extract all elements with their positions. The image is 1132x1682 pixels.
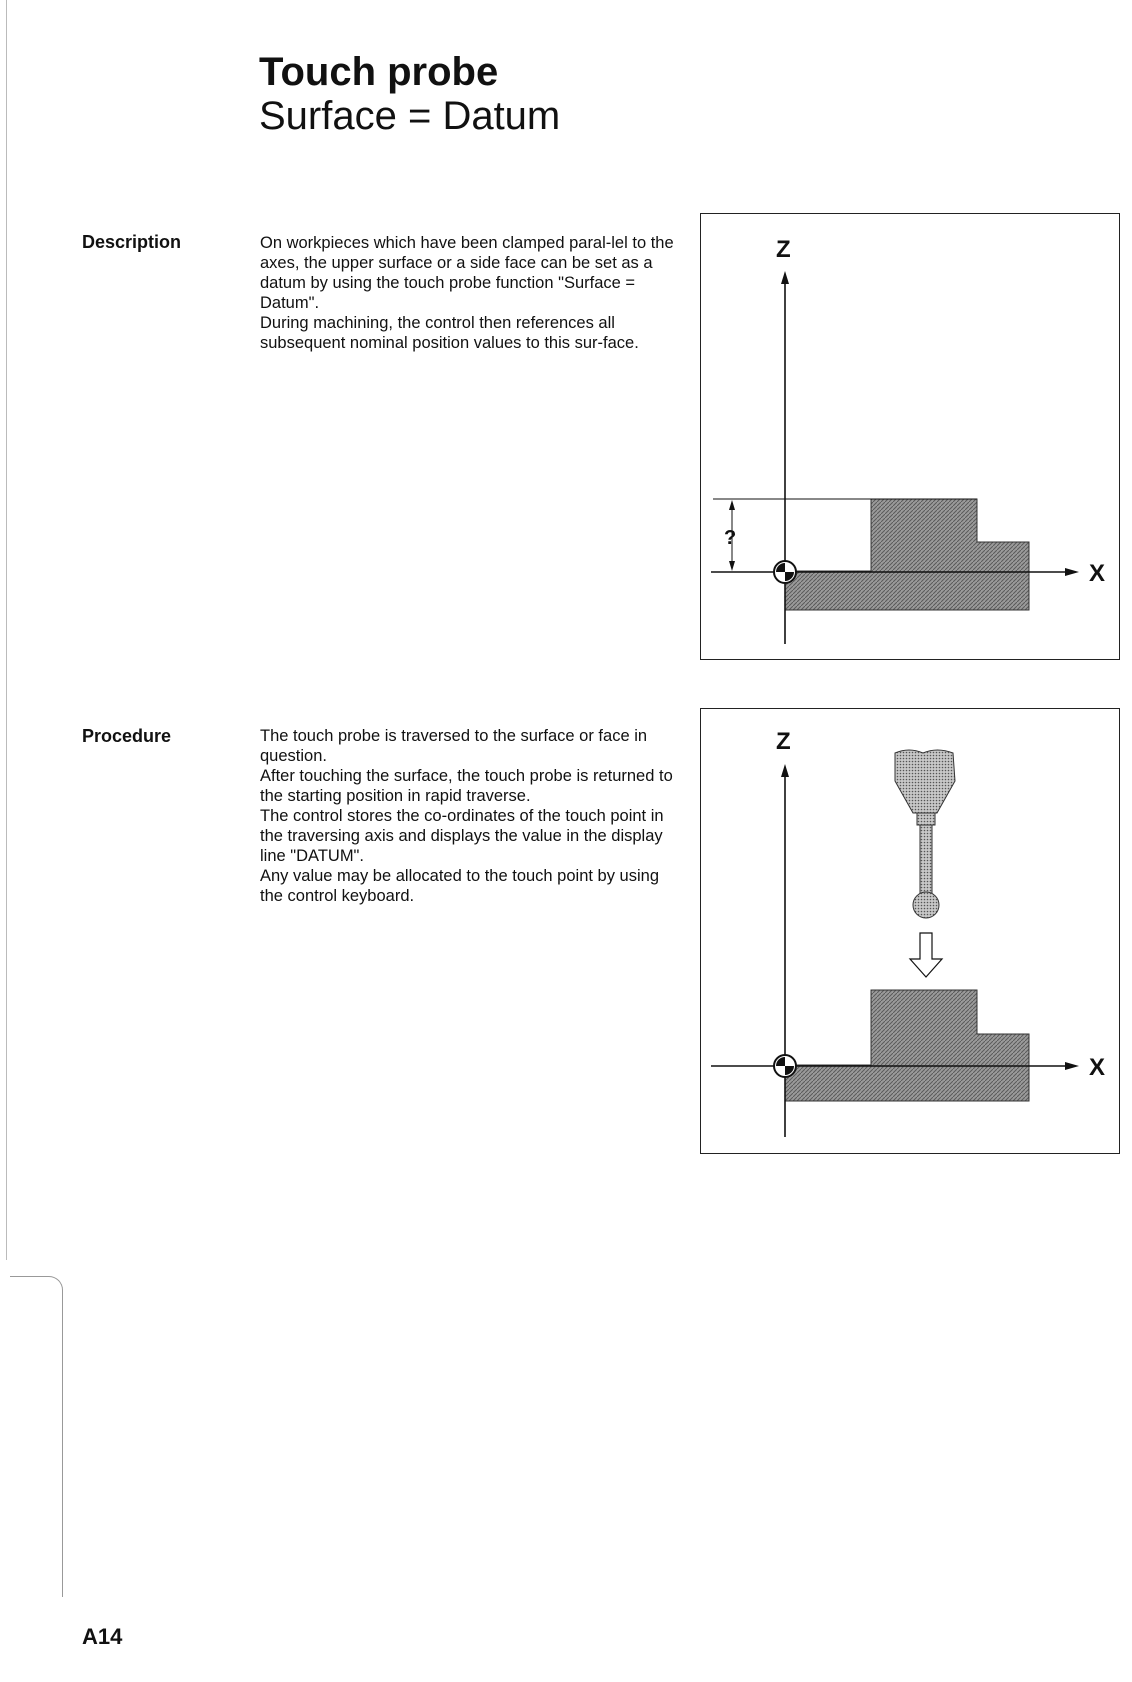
procedure-paragraph: After touching the surface, the touch probe is returned to the starting position in rapid traverse.	[260, 767, 673, 805]
diagram-svg	[701, 214, 1121, 661]
approach-arrow	[910, 933, 942, 977]
x-axis-arrow	[1065, 568, 1079, 576]
binder-curve	[10, 1276, 63, 1597]
dimension-arrow-bottom	[729, 561, 735, 571]
scan-margin-line	[6, 0, 7, 1260]
probe-stylus	[920, 825, 932, 895]
x-axis-label: X	[1089, 1054, 1106, 1081]
probe-ball	[913, 892, 939, 918]
procedure-paragraph: Any value may be allocated to the touch point by using the control keyboard.	[260, 867, 660, 905]
x-axis-arrow	[1065, 1062, 1079, 1070]
z-axis-arrow	[781, 764, 789, 777]
z-axis-label: Z	[776, 236, 791, 263]
x-axis-label: X	[1089, 560, 1106, 587]
probe-collar	[917, 813, 935, 825]
page-title: Touch probe	[259, 50, 499, 94]
procedure-label: Procedure	[82, 726, 172, 746]
procedure-paragraph: The control stores the co-ordinates of the touch point in the traversing axis and displays the value in the display line "DATUM".	[260, 807, 664, 865]
procedure-diagram-svg	[701, 709, 1121, 1155]
description-label: Description	[82, 232, 182, 252]
workpiece	[785, 499, 1029, 610]
surface-datum-diagram	[700, 213, 1120, 660]
procedure-paragraph: The touch probe is traversed to the surface or face in question.	[260, 727, 648, 765]
unknown-marker: ?	[724, 527, 737, 549]
touch-probe-procedure-diagram	[700, 708, 1120, 1154]
description-paragraph: On workpieces which have been clamped paral-lel to the axes, the upper surface or a side face can be set as a datum by using the touch probe function "Surface = Datum".	[260, 234, 674, 312]
dimension-arrow-top	[729, 500, 735, 510]
description-text	[260, 233, 680, 353]
workpiece	[785, 990, 1029, 1101]
z-axis-label: Z	[776, 728, 791, 755]
z-axis-arrow	[781, 271, 789, 284]
page-number: A14	[82, 1624, 123, 1649]
procedure-text	[260, 726, 680, 906]
page-subtitle: Surface = Datum	[259, 94, 561, 138]
probe-head	[895, 750, 955, 813]
description-paragraph: During machining, the control then references all subsequent nominal position values to this sur-face.	[260, 314, 639, 352]
